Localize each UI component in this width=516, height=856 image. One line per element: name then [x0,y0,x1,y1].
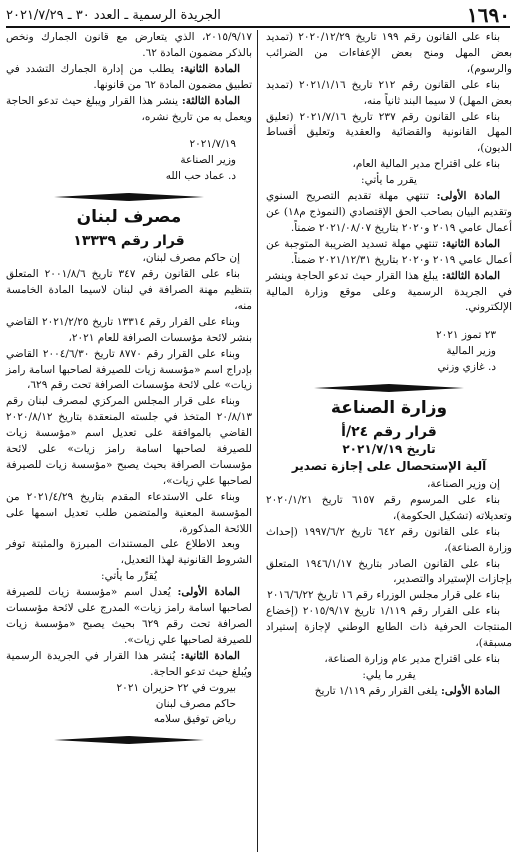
gazette-issue-title: الجريدة الرسمية ـ العدد ٣٠ ـ ٢٠٢١/٧/٢٩ [6,7,221,23]
decision-intro: إن حاكم مصرف لبنان، [142,252,240,265]
section-divider [54,193,204,201]
preamble-paragraph: وبناء على الاستدعاء المقدم بتاريخ ٢٠٢١/٤/٢٩ من المؤسسة المعنية والمتضمن طلب تعديل اسمها على اللائحة المذكورة، [6,490,252,535]
article-label: المادة الثالثة: [181,94,241,107]
signature-title: وزير الصناعة [180,154,236,167]
article-3 [6,94,252,126]
preamble-paragraph: وبعد الاطلاع على المستندات المبرزة والمثبتة توفر الشروط القانونية لهذا التعديل، [6,538,252,567]
article-text: يلغى القرار رقم ١/١١٩ تاريخ [314,684,438,697]
preamble-paragraph: بناء على القانون الصادر بتاريخ ١٩٤٦/١/١٧ المتعلق بإجازات الإستيراد والتصدير، [266,557,512,586]
preamble-paragraph: بناء على اقتراح مدير عام وزارة الصناعة، [324,653,500,665]
preamble-paragraph: بناء على القانون رقم ١٩٩ تاريخ ٢٠٢٠/١٢/٢٩ (تمديد بعض المهل ومنح بعض الإعفاءات من الضرائب والرسوم)، [266,31,512,75]
preamble-paragraph: بناء على القانون رقم ٦٤٢ تاريخ ١٩٩٧/٦/٢ (إحداث وزارة الصناعة)، [266,525,512,554]
article-label: المادة الأولى: [440,684,500,697]
section-divider [314,384,464,392]
article-text: تنتهي مهلة تسديد الضريبة المتوجبة عن أعمال عامي ٢٠١٩ و٢٠٢٠ بتاريخ ٢٠٢١/١٢/٣١ ضمناً. [266,237,512,266]
preamble-paragraph: وبناء على القرار رقم ١٣٣١٤ تاريخ ٢٠٢١/٢/٢٥ القاضي بنشر لائحة مؤسسات الصرافة للعام ٢٠٢١، [6,315,252,344]
preamble-paragraph: بناء على المرسوم رقم ٦١٥٧ تاريخ ٢٠٢٠/١/٢١ وتعديلاته (تشكيل الحكومة)، [266,493,512,522]
article-label: المادة الثانية: [180,649,240,662]
article-text: ينشر هذا القرار ويبلغ حيث تدعو الحاجة ويعمل به من تاريخ نشره، [6,94,252,123]
page-header [6,4,510,28]
preamble-paragraph: بناء على القانون رقم ٢٣٧ تاريخ ٢٠٢١/٧/١٦ (تعليق المهل القانونية والقضائية والعقدية وتعليق أقساط الديون)، [266,110,512,155]
decision-subject: آلية الإستحصال على إجازة تصدير [291,459,487,474]
column-rule [257,30,258,852]
decides-line: يقرر ما يلي: [362,668,416,681]
continued-text: ٢٠١٥/٩/١٧، الذي يتعارض مع قانون الجمارك ونخص بالذكر مضمون المادة ٦٢. [6,31,252,59]
article-1 [266,189,512,237]
ministry-title: وزارة الصناعة [330,398,448,419]
decision-number: قرار رقم ١٣٣٣٩ [73,233,185,250]
preamble-paragraph: بناء على قرار مجلس الوزراء رقم ١٦ تاريخ ٢٠١٦/٦/٢٢ [267,589,500,602]
article-label: المادة الأولى: [177,586,241,599]
article-text: يبلغ هذا القرار حيث تدعو الحاجة وينشر في الجريدة الرسمية وعلى موقع وزارة المالية الإلكتروني. [266,269,512,314]
article-label: المادة الثانية: [180,62,240,75]
article-1 [6,585,252,649]
signature-date: ٢٣ تموز ٢٠٢١ [435,329,496,342]
article-2 [266,237,512,269]
preamble-paragraph: وبناء على القرار رقم ٨٧٧٠ تاريخ ٢٠٠٤/٦/٣٠ القاضي بإدراج اسم «مؤسسة زيات للصيرفة لصاحبها اسامة رامز زيات» على لائحة مؤسسات الصرافة تحت رقم ٦٢٩، [6,347,252,392]
decides-line: يُقرِّر ما يأتي: [101,570,157,583]
article-label: المادة الأولى: [436,190,500,203]
article-2 [6,649,252,681]
article-label: المادة الثانية: [441,237,500,250]
article-text: تنتهي مهلة تقديم التصريح السنوي وتقديم البيان بصاحب الحق الإقتصادي (النموذج م١٨) عن أعمال عامي ٢٠١٩ و٢٠٢٠ بتاريخ ٢٠٢١/٠٨/٠٧ ضمناً. [266,190,512,234]
article-2 [6,62,252,94]
signature-title: حاكم مصرف لبنان [155,697,236,710]
signature-name: د. عماد حب الله [165,170,236,183]
article-text: يطلب من إدارة الجمارك التشدد في تطبيق مضمون المادة ٦٢ من قانونها. [6,62,252,91]
bank-title: مصرف لبنان [76,207,182,228]
page-number: ١٦٩٠ [467,3,510,27]
article-label: المادة الثالثة: [441,269,501,282]
preamble-paragraph: بناء على القرار رقم ١/١١٩ تاريخ ٢٠١٥/٩/١٧ (إخضاع المنتجات الحرفية ذات الطابع الوطني لإجازة إستيراد مسبقة)، [266,605,512,650]
signature-title: وزير المالية [446,345,496,358]
preamble-paragraph: بناء على القانون رقم ٣٤٧ تاريخ ٢٠٠١/٨/٦ المتعلق بتنظيم مهنة الصرافة في لبنان لاسيما المادة الخامسة منه، [6,268,252,312]
article-1 [266,684,512,700]
right-column [266,30,512,852]
preamble-paragraph: بناء على القانون رقم ٢١٢ تاريخ ٢٠٢١/١/١٦ (تمديد بعض المهل) لا سيما البند ثانياً منه، [266,78,512,107]
decides-line: يقرر ما يأتي: [361,174,417,187]
article-text: يُعدل اسم «مؤسسة زيات للصيرفة لصاحبها اسامة رامز زيات» المدرج على لائحة مؤسسات الصرافة تحت رقم ٦٢٩ بحيث يصبح «مؤسسة زيات للصيرفة لصاحبها علي زيات». [6,586,252,646]
signature-date: بيروت في ٢٢ حزيران ٢٠٢١ [116,681,236,694]
left-column [6,30,252,852]
decision-date: تاريخ ٢٠٢١/٧/١٩ [342,442,436,457]
section-divider [54,736,204,744]
article-text: يُنشر هذا القرار في الجريدة الرسمية ويُبلغ حيث تدعو الحاجة. [6,649,252,678]
decision-number: قرار رقم ٢٤/أ [341,424,437,441]
signature-name: رياض توفيق سلامه [153,713,236,726]
signature-date: ٢٠٢١/٧/١٩ [189,138,236,151]
signature-name: د. غازي وزني [437,361,496,374]
decision-intro: إن وزير الصناعة، [426,478,500,491]
preamble-paragraph: وبناء على قرار المجلس المركزي لمصرف لبنان رقم ٢٠/٨/١٣ المتخذ في جلسته المنعقدة بتاريخ ٢٠٢٠/٨/١٢ القاضي بالموافقة على تعديل اسم «مؤسسة زيات للصيرفة لصاحبها اسامة رامز زيات» على لائحة مؤسسات الصرافة بحيث يصبح «مؤسسة زيات للصيرفة لصاحبها علي زيات»، [6,395,252,487]
article-3 [266,269,512,317]
preamble-paragraph: بناء على اقتراح مدير المالية العام، [352,158,500,171]
